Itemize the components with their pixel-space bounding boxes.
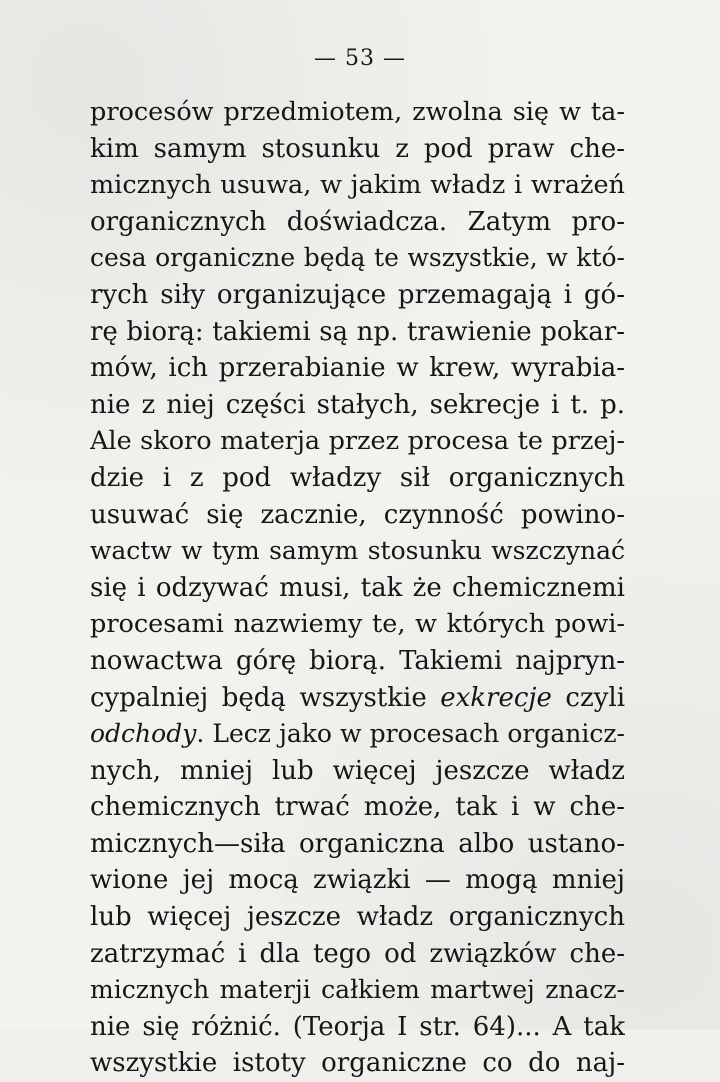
text-line-18 <box>90 716 625 753</box>
text-line-24: zatrzymać i dla tego od związków che- <box>90 938 625 969</box>
text-line-13: wactw w tym samym stosunku wszczynać <box>90 536 625 566</box>
text-line-14: się i odzywać musi, tak że chemicznemi <box>90 572 625 603</box>
text-line-17 <box>90 680 625 717</box>
text-line-9: nie z niej części stałych, sekrecje i t. p. <box>90 389 625 420</box>
page-number: — 53 — <box>314 46 406 71</box>
line-17-after: czyli <box>551 682 625 713</box>
text-line-3: micznych usuwa, w jakim władz i wrażeń <box>90 170 625 201</box>
text-line-11: dzie i z pod władzy sił organicznych <box>90 462 625 493</box>
text-line-22: wione jej mocą związki — mogą mniej <box>90 865 625 896</box>
text-line-19: nych, mniej lub więcej jeszcze władz <box>90 755 625 786</box>
text-line-16: nowactwa górę biorą. Takiemi najpryn- <box>90 645 625 676</box>
italic-term-exkrecje: exkrecje <box>440 682 552 713</box>
text-line-21: micznych—siła organiczna albo ustano- <box>90 828 625 859</box>
text-line-7: rę biorą: takiemi są np. trawienie pokar- <box>90 316 625 347</box>
text-line-20: chemicznych trwać może, tak i w che- <box>90 792 625 823</box>
text-line-2: kim samym stosunku z pod praw che- <box>90 133 625 164</box>
text-line-15: procesami nazwiemy te, w których powi- <box>90 609 625 640</box>
text-line-12: usuwać się zacznie, czynność powino- <box>90 499 625 530</box>
body-text <box>90 94 625 1082</box>
text-line-4: organicznych doświadcza. Zatym pro- <box>90 206 625 237</box>
text-line-8: mów, ich przerabianie w krew, wyrabia- <box>90 353 625 384</box>
italic-term-odchody: odchody <box>90 719 197 749</box>
text-line-6: rych siły organizujące przemagają i gó- <box>90 279 625 310</box>
text-line-27: wszystkie istoty organiczne co do naj- <box>90 1048 625 1079</box>
text-line-1: procesów przedmiotem, zwolna się w ta- <box>90 97 625 127</box>
text-line-10: Ale skoro materja przez procesa te przej- <box>90 426 625 457</box>
text-line-23: lub więcej jeszcze władz organicznych <box>90 902 625 933</box>
line-18-after: . Lecz jako w procesach organicz- <box>196 719 625 749</box>
text-line-5: cesa organiczne będą te wszystkie, w któ- <box>90 243 625 273</box>
line-17-before: cypalniej będą wszystkie <box>90 682 441 713</box>
text-line-26: nie się różnić. (Teorja I str. 64)... A tak <box>90 1011 625 1042</box>
text-line-25: micznych materji całkiem martwej znacz- <box>90 975 625 1005</box>
